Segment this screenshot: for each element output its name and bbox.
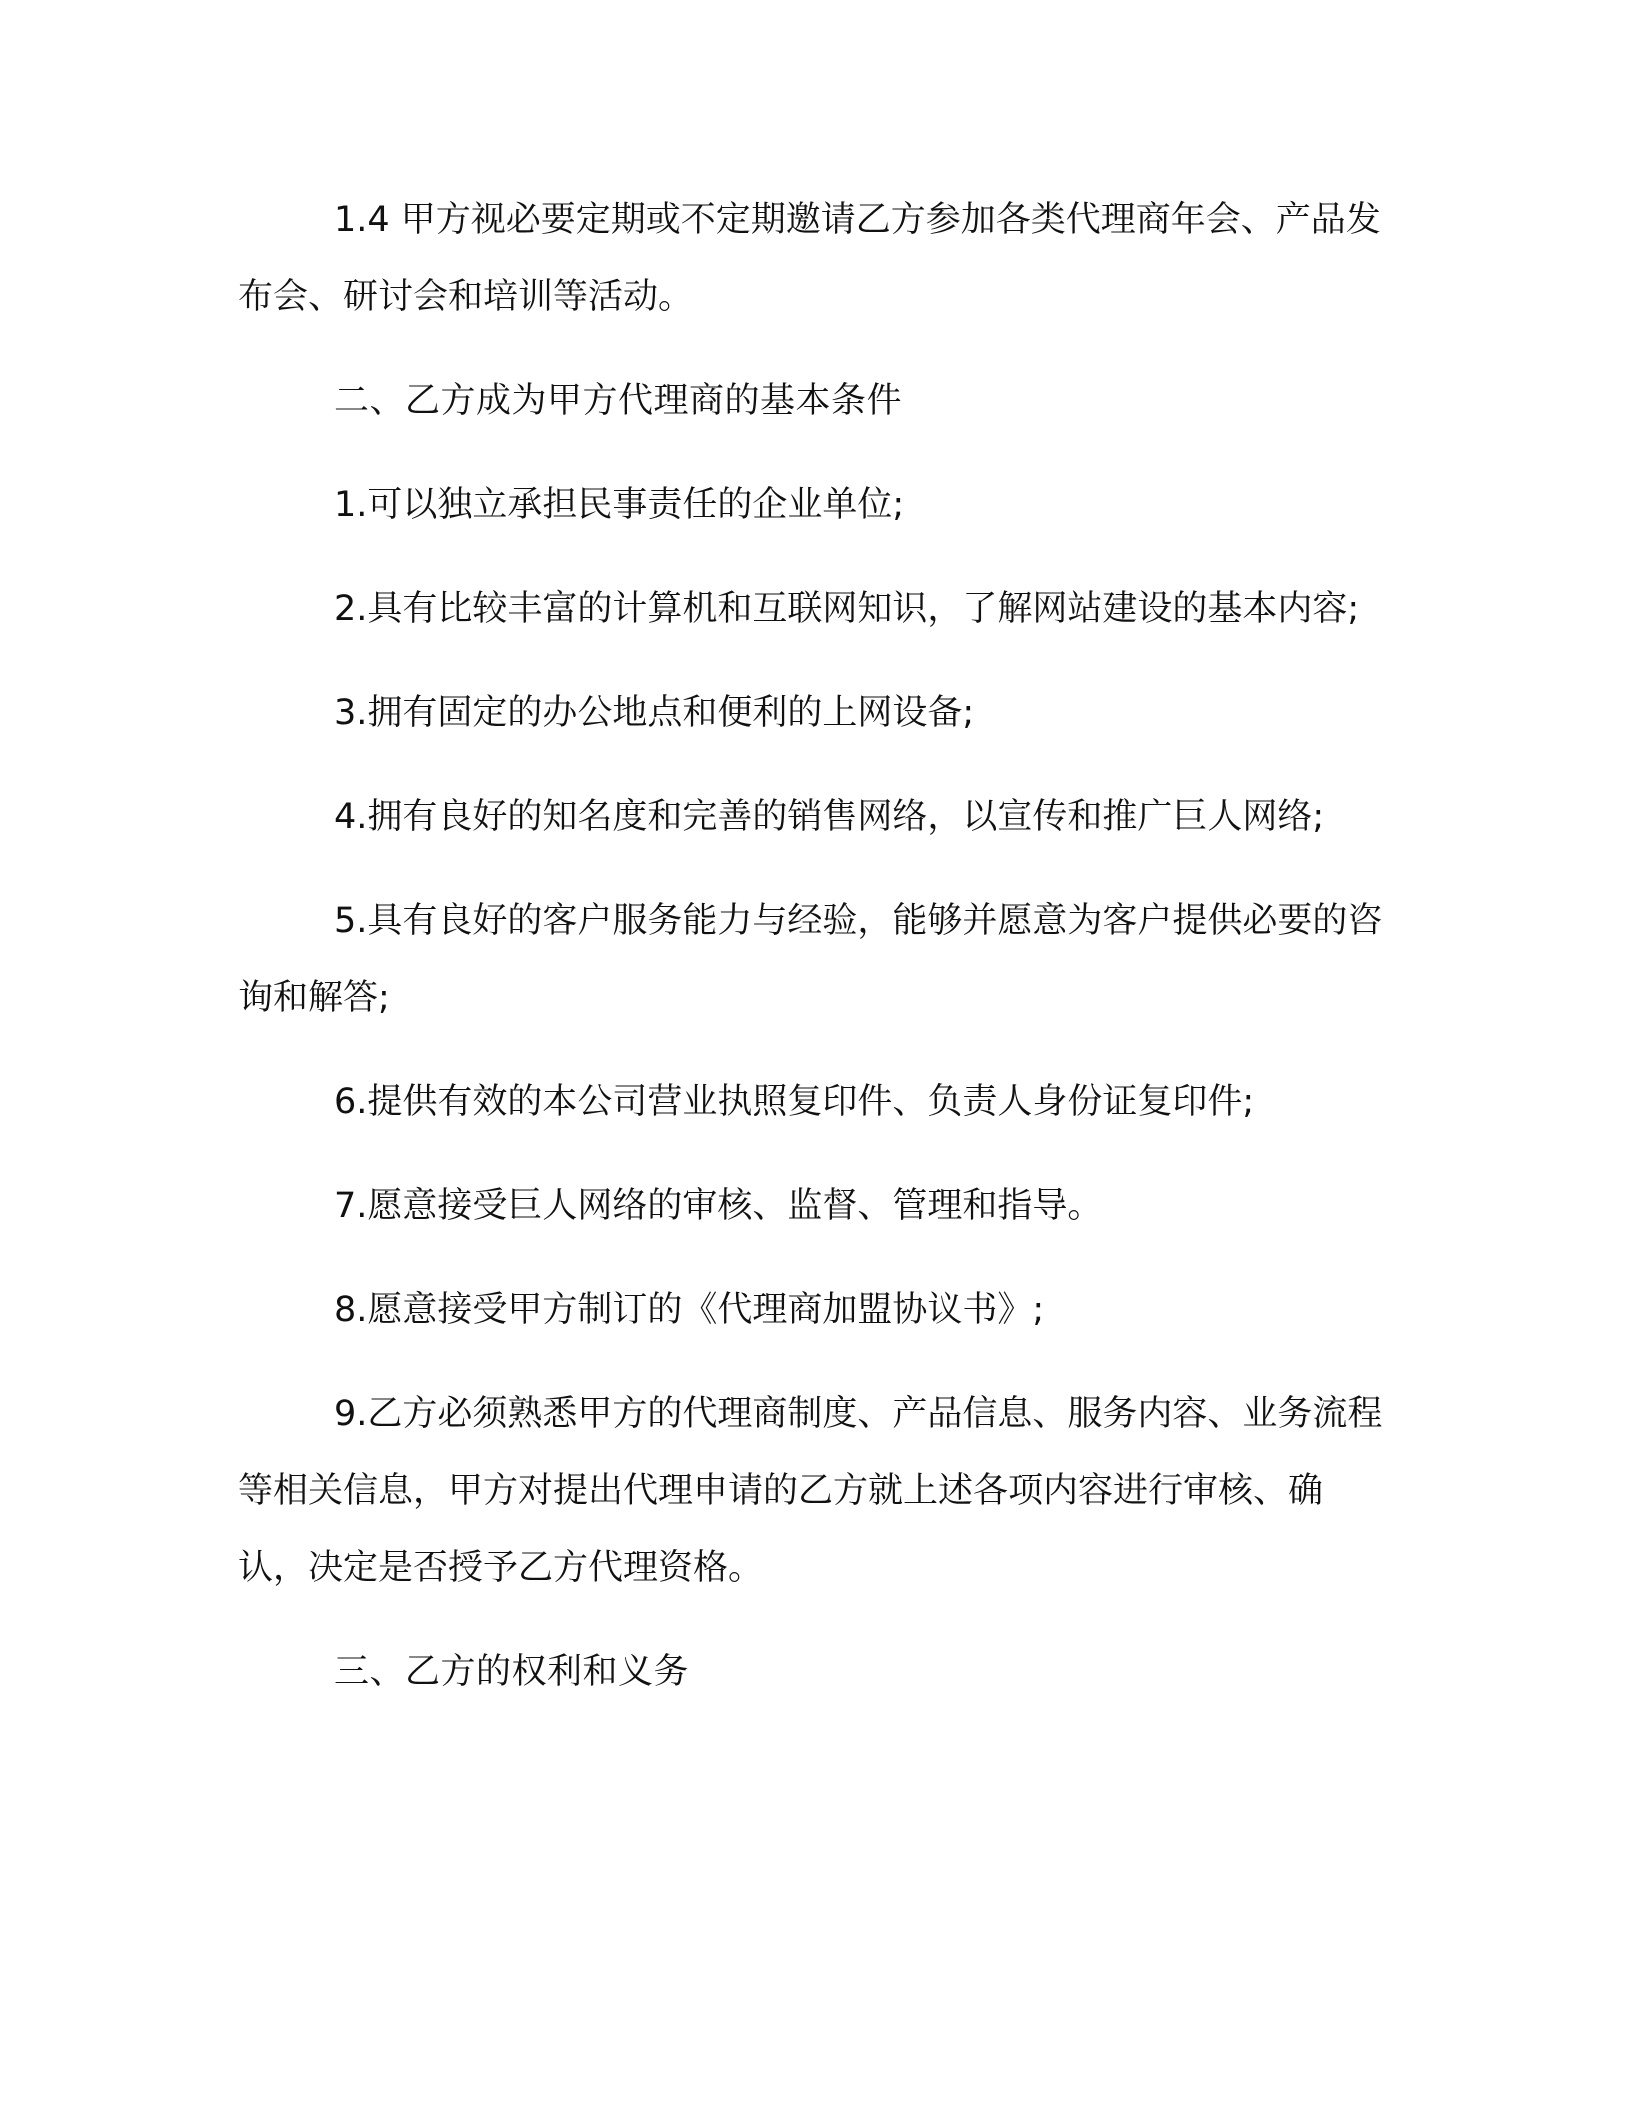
condition-item-6: 6.提供有效的本公司营业执照复印件、负责人身份证复印件; — [334, 1082, 1255, 1122]
condition-item-1: 1.可以独立承担民事责任的企业单位; — [334, 485, 905, 525]
condition-item-3: 3.拥有固定的办公地点和便利的上网设备; — [334, 693, 975, 733]
section-heading-2: 二、乙方成为甲方代理商的基本条件 — [334, 381, 903, 421]
paragraph-1-4-invitation: 1.4 甲方视必要定期或不定期邀请乙方参加各类代理商年会、产品发布会、研讨会和培训等活动。 — [238, 200, 1381, 317]
condition-item-5: 5.具有良好的客户服务能力与经验，能够并愿意为客户提供必要的咨询和解答; — [238, 901, 1383, 1018]
document-body — [238, 182, 1388, 1738]
condition-item-9: 9.乙方必须熟悉甲方的代理商制度、产品信息、服务内容、业务流程等相关信息，甲方对提出代理申请的乙方就上述各项内容进行审核、确认，决定是否授予乙方代理资格。 — [238, 1394, 1383, 1588]
condition-item-2: 2.具有比较丰富的计算机和互联网知识，了解网站建设的基本内容; — [334, 589, 1360, 629]
section-heading-3: 三、乙方的权利和义务 — [334, 1652, 690, 1692]
condition-item-8: 8.愿意接受甲方制订的《代理商加盟协议书》; — [334, 1290, 1045, 1330]
condition-item-4: 4.拥有良好的知名度和完善的销售网络，以宣传和推广巨人网络; — [334, 797, 1325, 837]
condition-item-7: 7.愿意接受巨人网络的审核、监督、管理和指导。 — [334, 1186, 1103, 1226]
